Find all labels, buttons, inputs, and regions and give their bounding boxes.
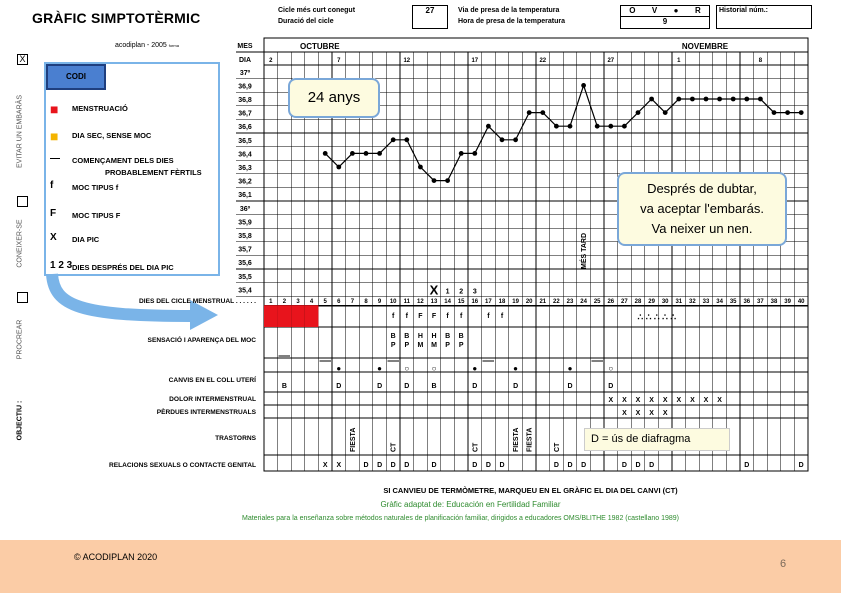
route-option-1[interactable]: V	[651, 6, 658, 15]
month-october: OCTUBRE	[300, 42, 340, 51]
legend-text-0: MENSTRUACIÓ	[72, 104, 128, 113]
relation-18: D	[499, 462, 505, 469]
mucus-v2-12: M	[417, 342, 424, 349]
disorder-22: CT	[553, 442, 561, 452]
cycle-day-39: 39	[784, 299, 791, 306]
loss-mark-30: X	[662, 410, 668, 417]
historial-label: Historial núm.:	[719, 7, 769, 14]
temp-point-37	[758, 97, 763, 102]
cycle-day-10: 10	[389, 299, 397, 306]
loss-mark-29: X	[649, 410, 654, 417]
relation-10: D	[390, 462, 396, 469]
temp-point-27	[622, 124, 627, 129]
decision-line-2: va aceptar l'embarás.	[640, 201, 764, 216]
disorder-16: CT	[472, 442, 480, 452]
temp-label-15: 35,5	[238, 273, 252, 281]
temp-point-21	[540, 110, 545, 115]
relation-6: X	[336, 462, 342, 469]
temp-point-12	[418, 165, 423, 170]
cycle-day-21: 21	[539, 299, 547, 306]
legend-symbol-1: ■	[50, 128, 59, 144]
loss-mark-28: X	[635, 410, 641, 417]
footer-thermometer-note: SI CANVIEU DE TERMÒMETRE, MARQUEU EN EL GRÀFIC EL DIA DEL CANVI (CT)	[383, 486, 678, 495]
temp-point-24	[581, 83, 586, 88]
objective-label: OBJECTIU :	[16, 400, 24, 441]
cycle-day-33: 33	[702, 299, 710, 306]
cycle-day-28: 28	[634, 299, 642, 306]
temp-point-17	[486, 124, 491, 129]
cycle-day-14: 14	[444, 299, 451, 306]
cervix-low-2: B	[281, 383, 287, 390]
temp-point-20	[527, 110, 532, 115]
mucus-13: F	[431, 313, 437, 320]
mucus-v2-10: P	[390, 342, 396, 349]
relation-36: D	[744, 462, 750, 469]
cervix-low-6: D	[336, 383, 342, 390]
temp-point-34	[717, 97, 722, 102]
cycle-day-8: 8	[364, 299, 368, 306]
cervix-low-13: B	[431, 383, 437, 390]
temp-point-9	[377, 151, 382, 156]
temp-label-1: 36,9	[238, 83, 252, 91]
relation-40: D	[798, 462, 804, 469]
temp-label-10: 36º	[239, 205, 251, 213]
acodiplan-small: forma	[168, 43, 179, 48]
age-callout: 24 anys	[288, 78, 380, 118]
cycle-day-12: 12	[417, 299, 424, 306]
relation-28: D	[635, 462, 641, 469]
cycle-day-3: 3	[296, 299, 300, 306]
relation-11: D	[404, 462, 410, 469]
cervix-sym-23: ●	[567, 364, 573, 373]
mucus-v1-14: B	[445, 333, 451, 340]
hour-value: 9	[662, 17, 668, 26]
disorder-19: FIESTA	[513, 427, 521, 452]
row-label-sensation: SENSACIÓ I APARENÇA DEL MOC	[147, 337, 256, 344]
cycle-day-11: 11	[403, 299, 410, 306]
acodiplan-text: acodiplan - 2005	[115, 42, 167, 49]
legend-text-1: DIA SEC, SENSE MOC	[72, 131, 152, 140]
pain-mark-30: X	[662, 397, 668, 404]
hour-label: Hora de presa de la temperatura	[458, 18, 565, 25]
mucus-v1-12: H	[417, 333, 423, 340]
legend-text-2: COMENÇAMENT DELS DIES	[72, 156, 174, 165]
loss-mark-27: X	[622, 410, 627, 417]
temp-point-29	[649, 97, 654, 102]
mes-tard-label: MÉS TARD	[581, 232, 589, 269]
row-label-relations: RELACIONS SEXUALS O CONTACTE GENITAL	[108, 462, 256, 469]
relation-17: D	[485, 462, 491, 469]
know-label: CONEIXER-SE	[16, 219, 24, 268]
cycle-day-29: 29	[648, 299, 655, 306]
route-option-0[interactable]: O	[629, 6, 636, 15]
avoid-label: EVITAR UN EMBARÀS	[16, 95, 24, 168]
disorder-7: FIESTA	[349, 427, 357, 452]
cycle-day-32: 32	[689, 299, 696, 306]
temp-label-11: 35,9	[238, 219, 252, 227]
cycle-day-16: 16	[471, 299, 479, 306]
temp-point-36	[744, 97, 749, 102]
pain-mark-34: X	[717, 397, 722, 404]
temp-point-28	[636, 110, 641, 115]
cycle-day-34: 34	[716, 299, 723, 306]
relation-22: D	[553, 462, 559, 469]
legend-symbol-5: F	[50, 208, 57, 219]
cervix-sym-6: ●	[336, 364, 342, 373]
dry-marks: ∴ ∴ ∴ ∴ ∴	[637, 312, 677, 322]
cervix-low-19: D	[513, 383, 519, 390]
cycle-day-40: 40	[797, 299, 805, 306]
cycle-day-24: 24	[580, 299, 587, 306]
relation-27: D	[621, 462, 627, 469]
month-row-label: MES	[237, 43, 253, 50]
after-peak-2: 2	[459, 288, 464, 296]
row-label-cycle-days: DIES DEL CICLE MENSTRUAL . . . . . .	[139, 298, 256, 306]
temp-point-38	[772, 110, 777, 115]
cycle-day-9: 9	[377, 299, 382, 306]
temp-label-16: 35,4	[238, 287, 252, 295]
legend-symbol-4: f	[50, 180, 54, 191]
procreate-label: PROCREAR	[16, 319, 24, 360]
cervix-low-11: D	[404, 383, 410, 390]
cycle-day-13: 13	[430, 299, 438, 306]
cervix-low-26: D	[608, 383, 614, 390]
relation-29: D	[649, 462, 655, 469]
footer-materials: Materiales para la enseñanza sobre métodos naturales de planificación familiar, dirigidos a educadores OMS/BLITHE 1982 (castellano 1989)	[242, 515, 679, 522]
legend-title: CODI	[46, 64, 106, 90]
cervix-sym-13: ○	[431, 364, 437, 373]
temp-point-31	[676, 97, 681, 102]
date-30: 1	[677, 58, 681, 64]
mucus-12: F	[418, 313, 423, 320]
temp-point-11	[404, 137, 409, 142]
cervix-low-16: D	[472, 383, 478, 390]
pain-mark-29: X	[649, 397, 654, 404]
cycle-day-6: 6	[337, 299, 341, 306]
temp-point-18	[500, 137, 505, 142]
row-label-pain: DOLOR INTERMENSTRUAL	[169, 396, 256, 403]
temp-point-39	[785, 110, 790, 115]
temp-point-5	[323, 151, 328, 156]
temp-point-6	[336, 165, 341, 170]
mucus-v1-13: H	[431, 333, 437, 340]
pain-mark-28: X	[635, 397, 641, 404]
date-10: 12	[403, 58, 411, 64]
cycle-day-38: 38	[770, 299, 778, 306]
mucus-v1-15: B	[458, 333, 464, 340]
temp-point-16	[472, 151, 477, 156]
temp-point-13	[432, 178, 437, 183]
copyright: © ACODIPLAN 2020	[74, 552, 158, 562]
cervix-sym-9: ●	[377, 364, 383, 373]
cycle-day-25: 25	[593, 299, 601, 306]
menstruation-cell-2	[278, 305, 292, 327]
peak-day-mark: X	[429, 282, 439, 298]
temp-label-12: 35,8	[238, 233, 252, 240]
mucus-11: f	[405, 313, 408, 320]
temp-point-14	[445, 178, 450, 183]
footer-band	[0, 540, 841, 593]
temp-label-7: 36,3	[238, 165, 252, 172]
temp-point-19	[513, 137, 518, 142]
date-25: 27	[607, 58, 615, 64]
day-row-label: DIA	[238, 57, 252, 64]
temp-point-7	[350, 151, 355, 156]
menstruation-cell-4	[305, 305, 319, 327]
footer-adapted-from: Gràfic adaptat de: Educación en Fertilidad Familiar	[380, 500, 561, 509]
pain-mark-27: X	[622, 397, 627, 404]
short-cycle-value: 27	[425, 6, 435, 15]
temp-point-26	[608, 124, 613, 129]
cycle-day-35: 35	[729, 299, 737, 306]
cycle-day-4: 4	[309, 299, 314, 306]
mucus-v2-11: P	[404, 342, 410, 349]
cycle-day-31: 31	[675, 299, 683, 306]
pain-mark-26: X	[608, 397, 614, 404]
row-label-disorders: TRASTORNS	[215, 435, 256, 442]
cycle-day-20: 20	[525, 299, 533, 306]
cycle-day-36: 36	[743, 299, 751, 306]
after-peak-1: 1	[445, 288, 450, 296]
after-peak-3: 3	[472, 288, 477, 296]
route-option-3[interactable]: R	[694, 6, 701, 15]
relation-24: D	[581, 462, 587, 469]
date-36: 8	[758, 58, 763, 64]
temp-point-40	[799, 110, 804, 115]
cycle-day-1: 1	[269, 299, 273, 306]
disorder-20: FIESTA	[526, 427, 534, 452]
duration-label: Duració del cicle	[278, 18, 334, 25]
mucus-18: f	[500, 313, 504, 320]
legend-text-7: DIES DESPRÉS DEL DIA PIC	[72, 263, 174, 272]
legend-text-3: PROBABLEMENT FÈRTILS	[105, 168, 202, 177]
row-label-loss: PÈRDUES INTERMENSTRUALS	[156, 409, 256, 416]
mucus-17: f	[487, 313, 490, 320]
temp-label-14: 35,6	[238, 260, 252, 268]
diaphragm-callout: D = ús de diafragma	[584, 428, 730, 451]
date-20: 22	[539, 58, 547, 64]
relation-9: D	[377, 462, 383, 469]
temp-point-33	[704, 97, 709, 102]
cycle-day-30: 30	[661, 299, 669, 306]
legend-symbol-6: X	[50, 232, 57, 243]
temp-point-23	[568, 124, 573, 129]
temp-point-32	[690, 97, 695, 102]
date-0: 2	[269, 58, 273, 64]
temp-point-30	[663, 110, 668, 115]
disorder-10: CT	[390, 442, 398, 452]
cervix-sym-26: ○	[608, 364, 614, 373]
decision-line-3: Va neixer un nen.	[651, 221, 753, 236]
temp-label-8: 36,2	[238, 178, 252, 186]
date-15: 17	[471, 58, 479, 64]
temp-point-22	[554, 124, 559, 129]
month-november: NOVEMBRE	[681, 42, 729, 51]
decision-line-1: Després de dubtar,	[647, 181, 757, 196]
cycle-day-7: 7	[350, 299, 355, 306]
date-5: 7	[337, 58, 341, 64]
relation-16: D	[472, 462, 478, 469]
legend-symbol-7: 1 2 3	[50, 260, 73, 271]
cycle-day-27: 27	[621, 299, 628, 306]
legend-text-6: DIA PIC	[72, 235, 100, 244]
legend-text-4: MOC TIPUS f	[72, 183, 119, 192]
cycle-day-18: 18	[498, 299, 506, 306]
cervix-sym-11: ○	[404, 364, 410, 373]
cycle-day-2: 2	[282, 299, 287, 306]
mucus-v2-15: P	[458, 342, 464, 349]
pain-mark-31: X	[676, 397, 682, 404]
relation-23: D	[567, 462, 573, 469]
mucus-14: f	[446, 313, 449, 320]
cervix-low-23: D	[567, 383, 573, 390]
temp-point-35	[731, 97, 736, 102]
cycle-day-26: 26	[607, 299, 615, 306]
temp-label-3: 36,7	[238, 110, 252, 118]
cervix-low-9: D	[377, 383, 383, 390]
temp-point-10	[391, 137, 396, 142]
avoid-checkbox[interactable]: X	[17, 54, 28, 65]
cycle-day-22: 22	[553, 299, 560, 306]
mucus-10: f	[392, 313, 395, 320]
cycle-day-37: 37	[757, 299, 764, 306]
cycle-day-15: 15	[457, 299, 465, 306]
temp-point-8	[364, 151, 369, 156]
page-number: 6	[780, 558, 787, 570]
cycle-day-23: 23	[566, 299, 574, 306]
mucus-v2-13: M	[431, 342, 437, 349]
menstruation-cell-3	[291, 305, 305, 327]
cycle-day-17: 17	[485, 299, 492, 306]
temp-label-0: 37º	[239, 69, 251, 77]
temp-label-4: 36,6	[238, 124, 252, 132]
temp-label-13: 35,7	[238, 246, 252, 254]
pain-mark-33: X	[703, 397, 709, 404]
cycle-day-19: 19	[512, 299, 519, 306]
menstruation-cell-1	[264, 305, 278, 327]
route-option-2[interactable]: ●	[673, 6, 679, 15]
row-label-cervix: CANVIS EN EL COLL UTERÍ	[168, 377, 256, 384]
pain-mark-32: X	[690, 397, 695, 404]
temp-label-5: 36,5	[238, 137, 252, 145]
relation-13: D	[431, 462, 437, 469]
legend-text-5: MOC TIPUS F	[72, 211, 121, 220]
route-label: Via de presa de la temperatura	[458, 7, 560, 14]
temp-label-9: 36,1	[238, 192, 252, 200]
temp-point-25	[595, 124, 600, 129]
page-title: GRÀFIC SIMPTOTÈRMIC	[32, 10, 201, 26]
mucus-v1-11: B	[404, 333, 410, 340]
cervix-sym-16: ●	[472, 364, 478, 373]
relation-5: X	[322, 462, 328, 469]
cervix-sym-19: ●	[513, 364, 519, 373]
decision-callout	[617, 172, 787, 246]
mucus-v2-14: P	[445, 342, 450, 349]
legend-symbol-2: —	[50, 153, 60, 164]
mucus-15: f	[460, 313, 463, 320]
short-cycle-label: Cicle més curt conegut	[278, 7, 356, 14]
temp-point-15	[459, 151, 464, 156]
legend-symbol-0: ■	[50, 101, 59, 117]
mucus-v1-10: B	[390, 333, 396, 340]
temp-label-2: 36,8	[238, 97, 252, 104]
temp-label-6: 36,4	[238, 151, 252, 159]
relation-8: D	[363, 462, 369, 469]
cycle-day-5: 5	[323, 299, 327, 306]
